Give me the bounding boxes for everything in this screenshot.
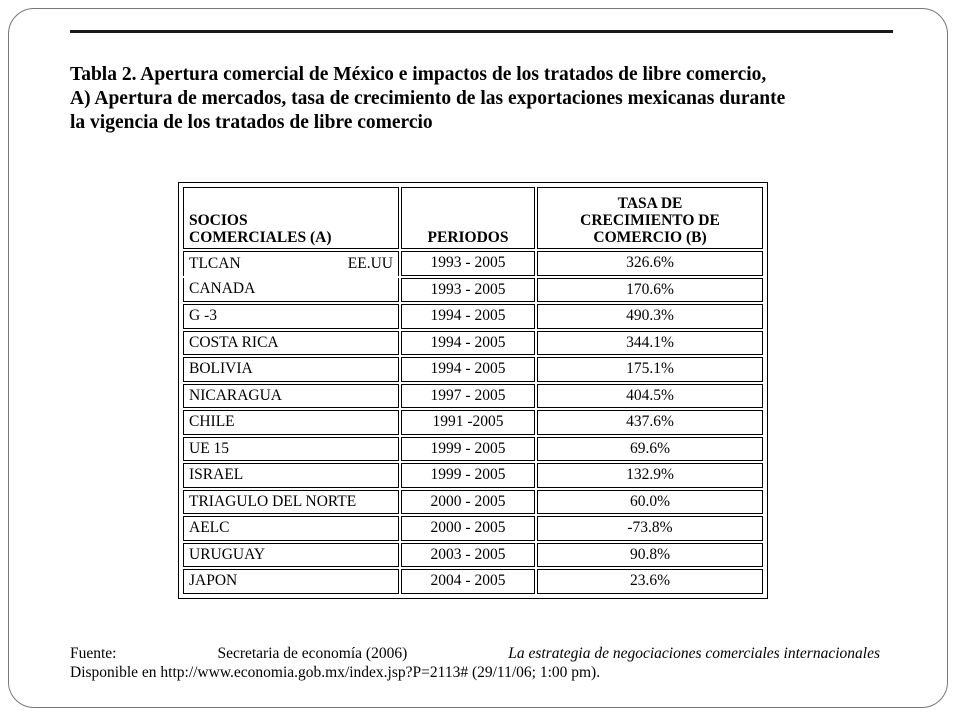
cell-socio-tlcan: [183, 251, 399, 276]
cell-periodo: 2003 - 2005: [401, 543, 535, 568]
cell-tasa: 404.5%: [537, 384, 763, 409]
header-socios-line1: SOCIOS: [189, 212, 248, 229]
tlcan-sub-eeuu: EE.UU: [347, 254, 393, 272]
trade-table: [178, 182, 768, 599]
top-rule: [70, 30, 893, 33]
cell-socio: BOLIVIA: [183, 357, 399, 382]
table-row-tlcan-eeuu: [183, 251, 763, 276]
cell-tasa: 170.6%: [537, 278, 763, 303]
header-socios: [183, 187, 399, 249]
cell-periodo: 1994 - 2005: [401, 357, 535, 382]
table-row-tlcan-canada: [183, 278, 763, 303]
cell-periodo: 1999 - 2005: [401, 463, 535, 488]
footer-source: Secretaria de economía (2006): [217, 645, 408, 662]
cell-tasa: 437.6%: [537, 410, 763, 435]
cell-periodo: 1994 - 2005: [401, 304, 535, 329]
cell-socio: AELC: [183, 516, 399, 541]
cell-socio: UE 15: [183, 437, 399, 462]
cell-periodo: 2000 - 2005: [401, 516, 535, 541]
header-tasa-line2: CRECIMIENTO DE: [580, 212, 720, 229]
footer-prefix: Fuente:: [70, 645, 117, 662]
cell-periodo: 1994 - 2005: [401, 331, 535, 356]
table-row: [183, 304, 763, 329]
table-row: [183, 490, 763, 515]
cell-socio: NICARAGUA: [183, 384, 399, 409]
tlcan-group-label: TLCAN: [189, 254, 241, 272]
cell-tasa: 326.6%: [537, 251, 763, 276]
cell-tasa: 344.1%: [537, 331, 763, 356]
title-line-2: A) Apertura de mercados, tasa de crecimiento de las exportaciones mexicanas durante: [70, 88, 786, 109]
table-row: [183, 331, 763, 356]
cell-socio: JAPON: [183, 569, 399, 594]
cell-socio: G -3: [183, 304, 399, 329]
cell-socio: COSTA RICA: [183, 331, 399, 356]
cell-tasa: 23.6%: [537, 569, 763, 594]
cell-tasa: 69.6%: [537, 437, 763, 462]
table-row: [183, 463, 763, 488]
header-tasa: [537, 187, 763, 249]
tlcan-sub-canada: CANADA: [183, 278, 399, 303]
footer-availability: Disponible en http://www.economia.gob.mx/index.jsp?P=2113# (29/11/06; 1:00 pm).: [70, 664, 601, 681]
footer-italic-title: La estrategia de negociaciones comerciales internacionales: [508, 645, 880, 662]
table-row: [183, 543, 763, 568]
table-title: [70, 63, 900, 135]
cell-tasa: 490.3%: [537, 304, 763, 329]
table-row: [183, 437, 763, 462]
title-line-1: Tabla 2. Apertura comercial de México e impactos de los tratados de libre comercio,: [70, 64, 767, 85]
table-row: [183, 410, 763, 435]
header-tasa-line1: TASA DE: [617, 195, 683, 212]
table-row: [183, 384, 763, 409]
cell-periodo: 1991 -2005: [401, 410, 535, 435]
trade-table-grid: [181, 185, 765, 596]
cell-socio: TRIAGULO DEL NORTE: [183, 490, 399, 515]
cell-periodo: 2000 - 2005: [401, 490, 535, 515]
cell-socio: CHILE: [183, 410, 399, 435]
cell-periodo: 1999 - 2005: [401, 437, 535, 462]
title-line-3: la vigencia de los tratados de libre comercio: [70, 112, 433, 133]
cell-tasa: 175.1%: [537, 357, 763, 382]
cell-periodo: 1997 - 2005: [401, 384, 535, 409]
header-socios-line2: COMERCIALES (A): [189, 229, 332, 246]
cell-periodo: 1993 - 2005: [401, 278, 535, 303]
table-row: [183, 569, 763, 594]
header-periodos: PERIODOS: [401, 187, 535, 249]
cell-tasa: 90.8%: [537, 543, 763, 568]
table-row: [183, 357, 763, 382]
table-header-row: [183, 187, 763, 249]
cell-tasa: -73.8%: [537, 516, 763, 541]
cell-socio: URUGUAY: [183, 543, 399, 568]
cell-tasa: 60.0%: [537, 490, 763, 515]
cell-periodo: 2004 - 2005: [401, 569, 535, 594]
table-row: [183, 516, 763, 541]
header-tasa-line3: COMERCIO (B): [593, 229, 707, 246]
cell-periodo: 1993 - 2005: [401, 251, 535, 276]
cell-socio: ISRAEL: [183, 463, 399, 488]
cell-tasa: 132.9%: [537, 463, 763, 488]
source-footer: [70, 644, 880, 682]
